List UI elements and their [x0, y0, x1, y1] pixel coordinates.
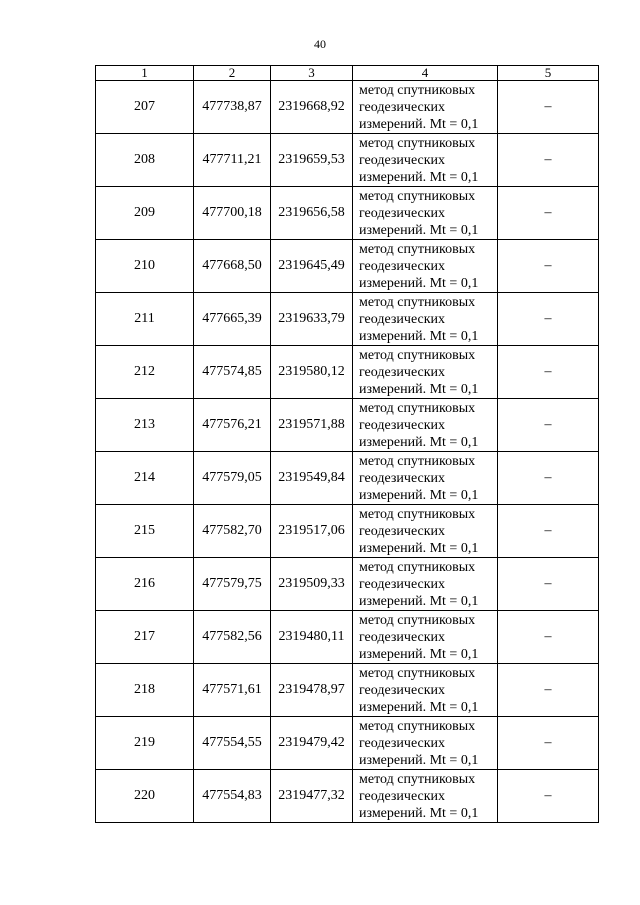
method-description	[353, 664, 498, 717]
column-5-value: –	[498, 134, 599, 187]
method-line-1: метод спутниковых	[359, 506, 476, 522]
coordinates-table	[95, 65, 599, 823]
method-description	[353, 399, 498, 452]
coordinate-y: 2319656,58	[271, 187, 353, 240]
point-number: 210	[96, 240, 194, 293]
method-line-1: метод спутниковых	[359, 612, 476, 628]
method-line-3: измерений. Mt = 0,1	[359, 381, 479, 397]
method-line-2: геодезических	[359, 788, 446, 804]
point-number: 215	[96, 505, 194, 558]
method-line-3: измерений. Mt = 0,1	[359, 328, 479, 344]
method-line-1: метод спутниковых	[359, 241, 476, 257]
coordinate-y: 2319480,11	[271, 611, 353, 664]
method-line-2: геодезических	[359, 735, 446, 751]
coordinate-y: 2319659,53	[271, 134, 353, 187]
method-description	[353, 346, 498, 399]
method-line-3: измерений. Mt = 0,1	[359, 487, 479, 503]
table-row	[96, 81, 599, 134]
method-line-1: метод спутниковых	[359, 188, 476, 204]
method-line-3: измерений. Mt = 0,1	[359, 699, 479, 715]
column-5-value: –	[498, 399, 599, 452]
method-line-1: метод спутниковых	[359, 82, 476, 98]
coordinate-x: 477582,56	[194, 611, 271, 664]
method-line-2: геодезических	[359, 470, 446, 486]
column-5-value: –	[498, 611, 599, 664]
method-line-3: измерений. Mt = 0,1	[359, 116, 479, 132]
method-line-1: метод спутниковых	[359, 400, 476, 416]
column-5-value: –	[498, 187, 599, 240]
coordinate-x: 477576,21	[194, 399, 271, 452]
table-header-row	[96, 66, 599, 81]
coordinate-y: 2319549,84	[271, 452, 353, 505]
method-line-2: геодезических	[359, 523, 446, 539]
coordinate-x: 477711,21	[194, 134, 271, 187]
point-number: 216	[96, 558, 194, 611]
column-5-value: –	[498, 240, 599, 293]
coordinate-x: 477571,61	[194, 664, 271, 717]
table-row	[96, 452, 599, 505]
coordinate-y: 2319580,12	[271, 346, 353, 399]
coordinate-x: 477579,05	[194, 452, 271, 505]
column-5-value: –	[498, 452, 599, 505]
point-number: 208	[96, 134, 194, 187]
method-line-2: геодезических	[359, 682, 446, 698]
table-row	[96, 293, 599, 346]
column-5-value: –	[498, 770, 599, 823]
method-line-1: метод спутниковых	[359, 294, 476, 310]
point-number: 207	[96, 81, 194, 134]
method-line-2: геодезических	[359, 258, 446, 274]
point-number: 218	[96, 664, 194, 717]
table-row	[96, 505, 599, 558]
method-line-2: геодезических	[359, 152, 446, 168]
column-header-5: 5	[498, 66, 599, 81]
method-line-3: измерений. Mt = 0,1	[359, 540, 479, 556]
method-line-2: геодезических	[359, 576, 446, 592]
coordinate-x: 477554,83	[194, 770, 271, 823]
column-5-value: –	[498, 558, 599, 611]
table-row	[96, 770, 599, 823]
method-line-2: геодезических	[359, 205, 446, 221]
point-number: 220	[96, 770, 194, 823]
column-header-2: 2	[194, 66, 271, 81]
coordinate-x: 477579,75	[194, 558, 271, 611]
method-line-2: геодезических	[359, 99, 446, 115]
method-description	[353, 187, 498, 240]
coordinate-x: 477574,85	[194, 346, 271, 399]
method-line-1: метод спутниковых	[359, 347, 476, 363]
coordinate-x: 477554,55	[194, 717, 271, 770]
method-description	[353, 293, 498, 346]
table-row	[96, 664, 599, 717]
column-header-3: 3	[271, 66, 353, 81]
method-description	[353, 717, 498, 770]
point-number: 213	[96, 399, 194, 452]
method-description	[353, 611, 498, 664]
coordinate-x: 477582,70	[194, 505, 271, 558]
coordinate-y: 2319509,33	[271, 558, 353, 611]
table-row	[96, 346, 599, 399]
column-5-value: –	[498, 717, 599, 770]
method-line-3: измерений. Mt = 0,1	[359, 646, 479, 662]
table-row	[96, 240, 599, 293]
page-number: 40	[314, 37, 326, 51]
coordinate-y: 2319633,79	[271, 293, 353, 346]
column-5-value: –	[498, 346, 599, 399]
method-line-1: метод спутниковых	[359, 559, 476, 575]
column-5-value: –	[498, 505, 599, 558]
method-line-2: геодезических	[359, 364, 446, 380]
coordinate-y: 2319517,06	[271, 505, 353, 558]
coordinate-y: 2319479,42	[271, 717, 353, 770]
column-5-value: –	[498, 664, 599, 717]
coordinate-y: 2319478,97	[271, 664, 353, 717]
point-number: 217	[96, 611, 194, 664]
column-header-1: 1	[96, 66, 194, 81]
coordinate-y: 2319645,49	[271, 240, 353, 293]
method-line-1: метод спутниковых	[359, 135, 476, 151]
method-line-3: измерений. Mt = 0,1	[359, 169, 479, 185]
method-description	[353, 240, 498, 293]
method-line-3: измерений. Mt = 0,1	[359, 434, 479, 450]
method-description	[353, 452, 498, 505]
coordinate-x: 477738,87	[194, 81, 271, 134]
column-5-value: –	[498, 81, 599, 134]
point-number: 212	[96, 346, 194, 399]
coordinate-y: 2319668,92	[271, 81, 353, 134]
method-description	[353, 558, 498, 611]
method-line-3: измерений. Mt = 0,1	[359, 805, 479, 821]
method-line-2: геодезических	[359, 417, 446, 433]
point-number: 209	[96, 187, 194, 240]
coordinate-y: 2319571,88	[271, 399, 353, 452]
method-description	[353, 505, 498, 558]
method-line-3: измерений. Mt = 0,1	[359, 222, 479, 238]
point-number: 219	[96, 717, 194, 770]
method-line-1: метод спутниковых	[359, 665, 476, 681]
method-line-1: метод спутниковых	[359, 718, 476, 734]
table-row	[96, 134, 599, 187]
point-number: 214	[96, 452, 194, 505]
point-number: 211	[96, 293, 194, 346]
method-line-3: измерений. Mt = 0,1	[359, 752, 479, 768]
coordinate-y: 2319477,32	[271, 770, 353, 823]
method-description	[353, 770, 498, 823]
method-description	[353, 81, 498, 134]
table-row	[96, 611, 599, 664]
method-description	[353, 134, 498, 187]
coordinate-x: 477700,18	[194, 187, 271, 240]
method-line-3: измерений. Mt = 0,1	[359, 275, 479, 291]
method-line-1: метод спутниковых	[359, 453, 476, 469]
coordinate-x: 477665,39	[194, 293, 271, 346]
table-row	[96, 187, 599, 240]
method-line-3: измерений. Mt = 0,1	[359, 593, 479, 609]
table-row	[96, 717, 599, 770]
table-row	[96, 399, 599, 452]
column-5-value: –	[498, 293, 599, 346]
method-line-2: геодезических	[359, 311, 446, 327]
method-line-1: метод спутниковых	[359, 771, 476, 787]
column-header-4: 4	[353, 66, 498, 81]
method-line-2: геодезических	[359, 629, 446, 645]
coordinate-x: 477668,50	[194, 240, 271, 293]
table-row	[96, 558, 599, 611]
